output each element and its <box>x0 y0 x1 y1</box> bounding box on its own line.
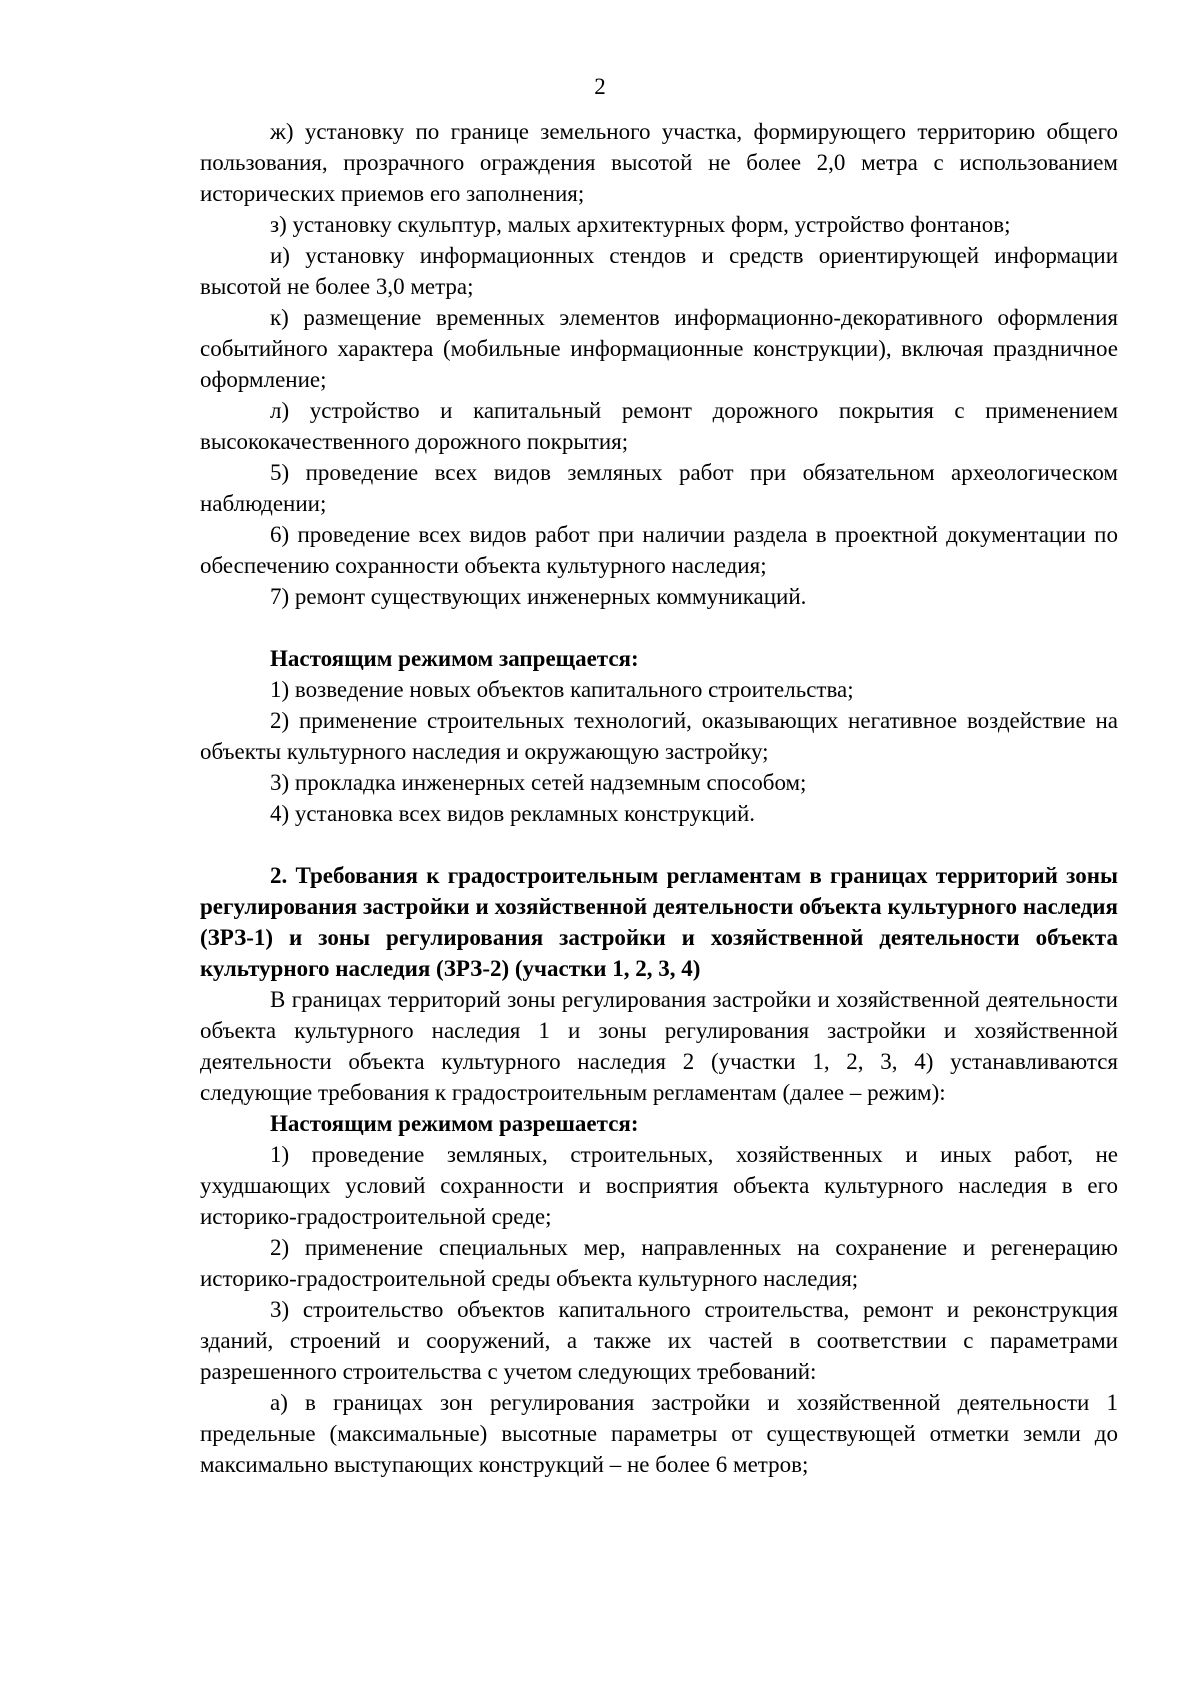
section-2-intro: В границах территорий зоны регулирования застройки и хозяйственной деятельности объекта культурного наследия 1 и зоны регулирования застройки и хозяйственной деятельности объекта культурного наследия 2 (участки 1, 2, 3, 4) устанавливаются следующие требования к градостроительным регламентам (далее – режим): <box>200 987 1118 1105</box>
paragraph-item-i: и) установку информационных стендов и средств ориентирующей информации высотой не более 3,0 метра; <box>200 243 1118 299</box>
spacer <box>200 829 1118 860</box>
paragraph-item-zh: ж) установку по границе земельного участка, формирующего территорию общего пользования, прозрачного ограждения высотой не более 2,0 метра с использованием исторических приемов его заполнения; <box>200 119 1118 206</box>
prohibited-heading: Настоящим режимом запрещается: <box>270 646 639 671</box>
paragraph-item-k: к) размещение временных элементов информационно-декоративного оформления событийного характера (мобильные информационные конструкции), включая праздничное оформление; <box>200 305 1118 392</box>
paragraph-item-l: л) устройство и капитальный ремонт дорожного покрытия с применением высококачественного дорожного покрытия; <box>200 398 1118 454</box>
spacer <box>200 612 1118 643</box>
paragraph-item-5: 5) проведение всех видов земляных работ при обязательном археологическом наблюдении; <box>200 460 1118 516</box>
paragraph-item-z: з) установку скульптур, малых архитектурных форм, устройство фонтанов; <box>270 212 1011 237</box>
paragraph-item-7: 7) ремонт существующих инженерных коммуникаций. <box>270 584 807 609</box>
allowed-item-2: 2) применение специальных мер, направленных на сохранение и регенерацию историко-градостроительной среды объекта культурного наследия; <box>200 1235 1118 1291</box>
allowed-item-1: 1) проведение земляных, строительных, хозяйственных и иных работ, не ухудшающих условий сохранности и восприятия объекта культурного наследия в его историко-градостроительной среде; <box>200 1142 1118 1229</box>
section-2-heading: 2. Требования к градостроительным регламентам в границах территорий зоны регулирования застройки и хозяйственной деятельности объекта культурного наследия (ЗРЗ-1) и зоны регулирования застройки и хозяйственной деятельности объекта культурного наследия (ЗРЗ-2) (участки 1, 2, 3, 4) <box>200 863 1118 981</box>
allowed-item-3: 3) строительство объектов капитального строительства, ремонт и реконструкция зданий, строений и сооружений, а также их частей в соответствии с параметрами разрешенного строительства с учетом следующих требований: <box>200 1297 1118 1384</box>
prohibited-item-3: 3) прокладка инженерных сетей надземным способом; <box>270 770 807 795</box>
allowed-heading: Настоящим режимом разрешается: <box>270 1111 639 1136</box>
page-number: 2 <box>594 74 606 99</box>
prohibited-item-4: 4) установка всех видов рекламных конструкций. <box>270 801 755 826</box>
allowed-item-a: а) в границах зон регулирования застройки и хозяйственной деятельности 1 предельные (максимальные) высотные параметры от существующей отметки земли до максимально выступающих конструкций – не более 6 метров; <box>200 1390 1118 1477</box>
paragraph-item-6: 6) проведение всех видов работ при наличии раздела в проектной документации по обеспечению сохранности объекта культурного наследия; <box>200 522 1118 578</box>
prohibited-item-2: 2) применение строительных технологий, оказывающих негативное воздействие на объекты культурного наследия и окружающую застройку; <box>200 708 1118 764</box>
prohibited-item-1: 1) возведение новых объектов капитального строительства; <box>270 677 854 702</box>
page-content <box>200 116 1118 1480</box>
